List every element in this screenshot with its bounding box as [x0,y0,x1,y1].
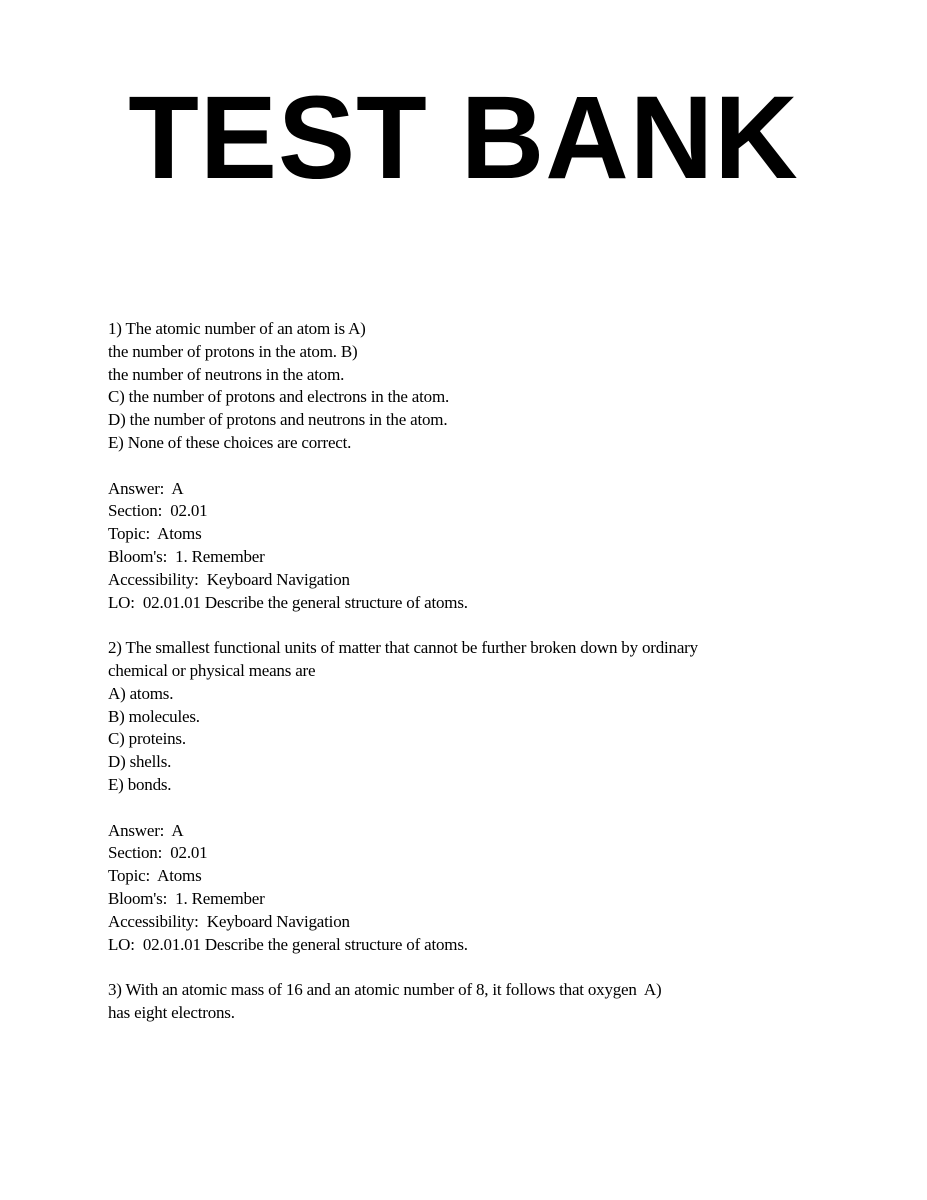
question-2-accessibility: Accessibility: Keyboard Navigation [108,911,350,931]
question-2-choice-d: D) shells. [108,752,172,772]
question-1 [108,318,828,614]
page-title: TEST BANK [128,72,799,204]
spacer [108,455,828,478]
question-2-topic: Topic: Atoms [108,866,202,886]
question-1-line: the number of neutrons in the atom. [108,364,345,384]
question-2-section: Section: 02.01 [108,843,208,863]
spacer [108,614,828,637]
spacer [108,797,828,820]
question-3-choice-a: has eight electrons. [108,1002,235,1022]
question-2-choice-c: C) proteins. [108,729,186,749]
question-2-stem: 2) The smallest functional units of matter that cannot be further broken down by ordinary [108,638,698,658]
question-3 [108,979,828,1025]
question-2-stem-cont: chemical or physical means are [108,660,316,680]
question-2-answer: Answer: A [108,820,184,840]
question-1-choice-c: C) the number of protons and electrons in the atom. [108,387,450,407]
question-1-lo: LO: 02.01.01 Describe the general structure of atoms. [108,592,468,612]
spacer [108,956,828,979]
question-1-stem: 1) The atomic number of an atom is A) [108,319,366,338]
question-1-answer: Answer: A [108,478,184,498]
question-1-section: Section: 02.01 [108,501,208,521]
question-1-blooms: Bloom's: 1. Remember [108,546,265,566]
question-2-choice-b: B) molecules. [108,706,200,726]
question-2-blooms: Bloom's: 1. Remember [108,888,265,908]
question-1-choice-d: D) the number of protons and neutrons in the atom. [108,410,448,430]
question-2-choice-e: E) bonds. [108,774,172,794]
question-1-line: the number of protons in the atom. B) [108,341,358,361]
question-2-choice-a: A) atoms. [108,683,174,703]
question-1-choice-e: E) None of these choices are correct. [108,432,352,452]
question-2 [108,637,828,956]
question-3-stem: 3) With an atomic mass of 16 and an atomic number of 8, it follows that oxygen A) [108,980,662,1000]
document-body [108,318,828,1025]
question-1-topic: Topic: Atoms [108,524,202,544]
question-1-accessibility: Accessibility: Keyboard Navigation [108,569,350,589]
question-2-lo: LO: 02.01.01 Describe the general structure of atoms. [108,934,468,954]
